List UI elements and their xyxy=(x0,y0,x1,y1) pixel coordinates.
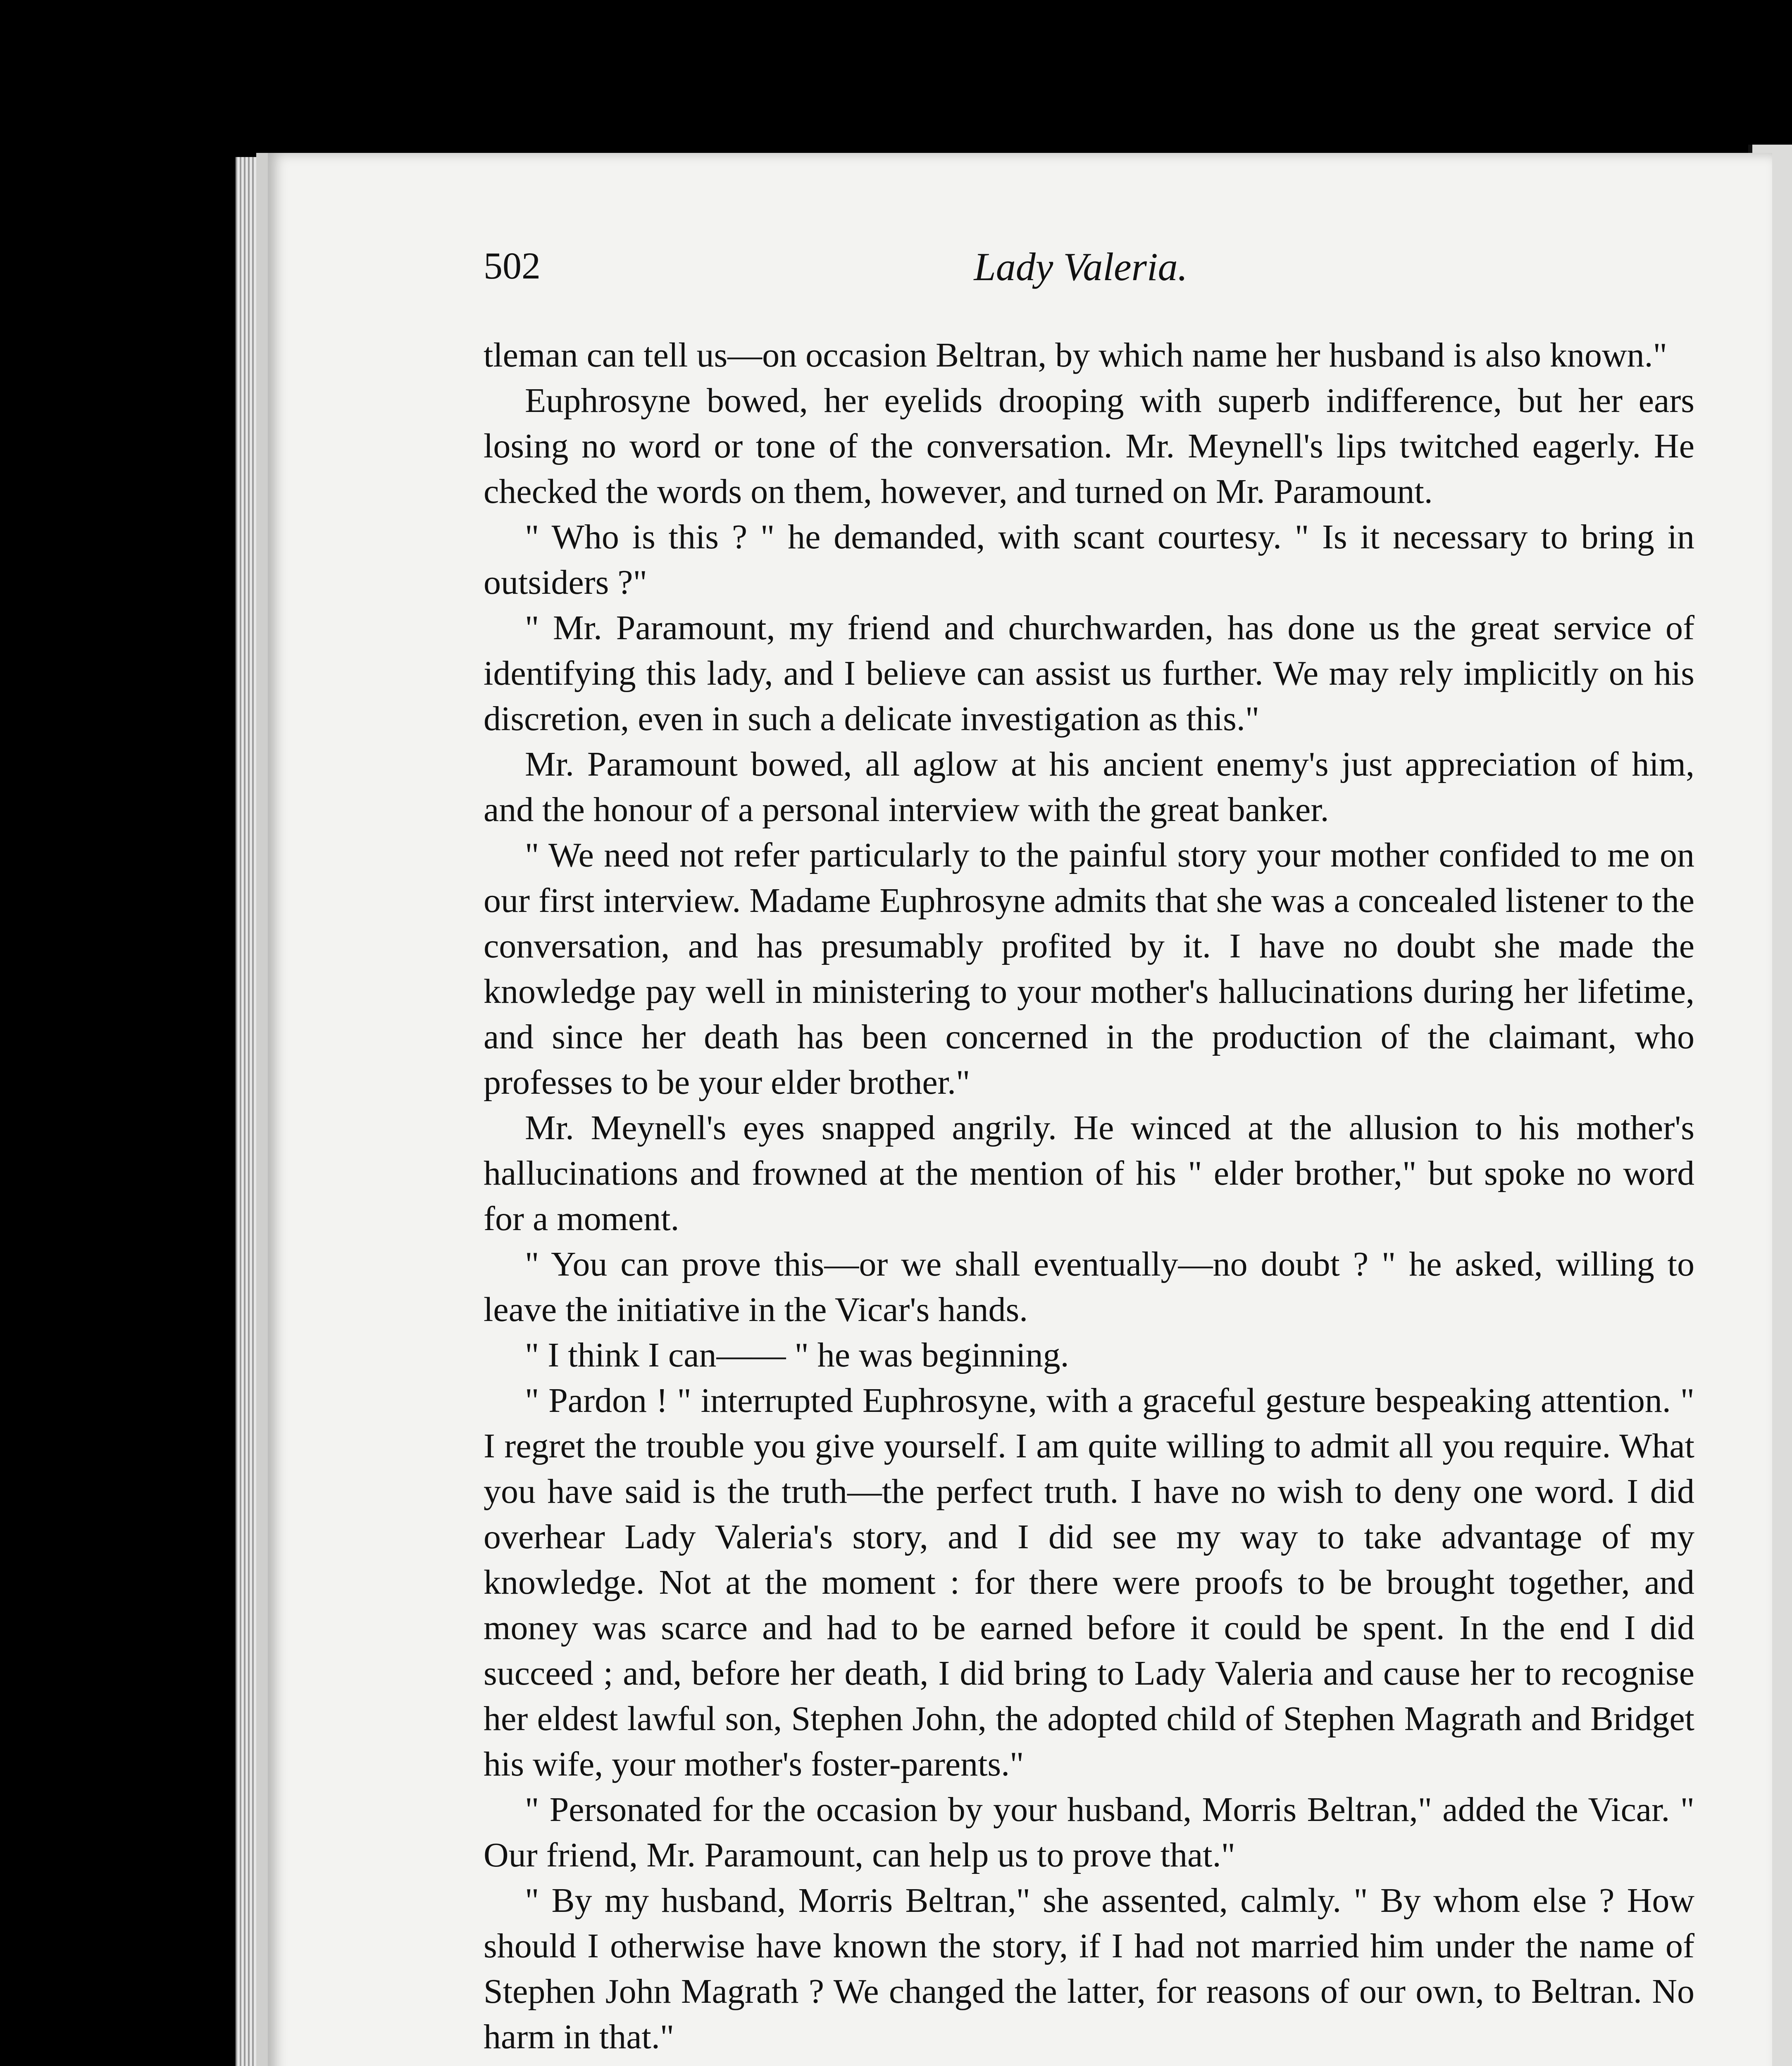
page-number: 502 xyxy=(484,245,541,287)
paragraph: Euphrosyne bowed, her eyelids drooping with superb indifference, but her ears losing no word or tone of the conversation. Mr. Meynell's lips twitched eagerly. He checked the words on them, however, and turned on Mr. Paramount. xyxy=(484,381,1694,511)
paragraph: " We need not refer particularly to the painful story your mother confided to me on our first interview. Madame Euphrosyne admits that she was a concealed listener to the conversation, and has presumably profited by it. I have no doubt she made the knowledge pay well in ministering to your mother's hallucinations during her lifetime, and since her death has been concerned in the production of the claimant, who professes to be your elder brother." xyxy=(484,836,1694,1102)
paragraph: Mr. Paramount bowed, all aglow at his ancient enemy's just appreciation of him, and the honour of a personal interview with the great banker. xyxy=(484,745,1694,829)
paragraph: " Mr. Paramount, my friend and churchwarden, has done us the great service of identifying this lady, and I believe can assist us further. We may rely implicitly on his discretion, even in such a delicate investigation as this." xyxy=(484,609,1694,738)
paragraph: " You can prove this—or we shall eventually—no doubt ? " he asked, willing to leave the initiative in the Vicar's hands. xyxy=(484,1245,1694,1329)
paragraph: " Who is this ? " he demanded, with scant courtesy. " Is it necessary to bring in outsiders ?" xyxy=(484,518,1694,602)
paragraph: " Personated for the occasion by your husband, Morris Beltran," added the Vicar. " Our friend, Mr. Paramount, can help us to prove that." xyxy=(484,1790,1694,1874)
paragraph: Mr. Meynell's eyes snapped angrily. He winced at the allusion to his mother's hallucinations and frowned at the mention of his " elder brother," but spoke no word for a moment. xyxy=(484,1109,1694,1238)
body-text xyxy=(484,333,1694,2060)
paragraph: " Pardon ! " interrupted Euphrosyne, with a graceful gesture bespeaking attention. " I regret the trouble you give yourself. I am quite willing to admit all you require. What you have said is the truth—the perfect truth. I have no wish to deny one word. I did overhear Lady Valeria's story, and I did see my way to take advantage of my knowledge. Not at the moment : for there were proofs to be brought together, and money was scarce and had to be earned before it could be spent. In the end I did succeed ; and, before her death, I did bring to Lady Valeria and cause her to recognise her eldest lawful son, Stephen John, the adopted child of Stephen Magrath and Bridget his wife, your mother's foster-parents." xyxy=(484,1381,1694,1783)
running-head: Lady Valeria. xyxy=(974,245,1188,289)
paragraph: " I think I can—— " he was beginning. xyxy=(525,1336,1069,1374)
paragraph: tleman can tell us—on occasion Beltran, by which name her husband is also known." xyxy=(484,336,1667,374)
paragraph: " By my husband, Morris Beltran," she assented, calmly. " By whom else ? How should I otherwise have known the story, if I had not married him under the name of Stephen John Magrath ? We changed the latter, for reasons of our own, to Beltran. No harm in that." xyxy=(484,1881,1694,2056)
page-header xyxy=(484,244,1678,293)
